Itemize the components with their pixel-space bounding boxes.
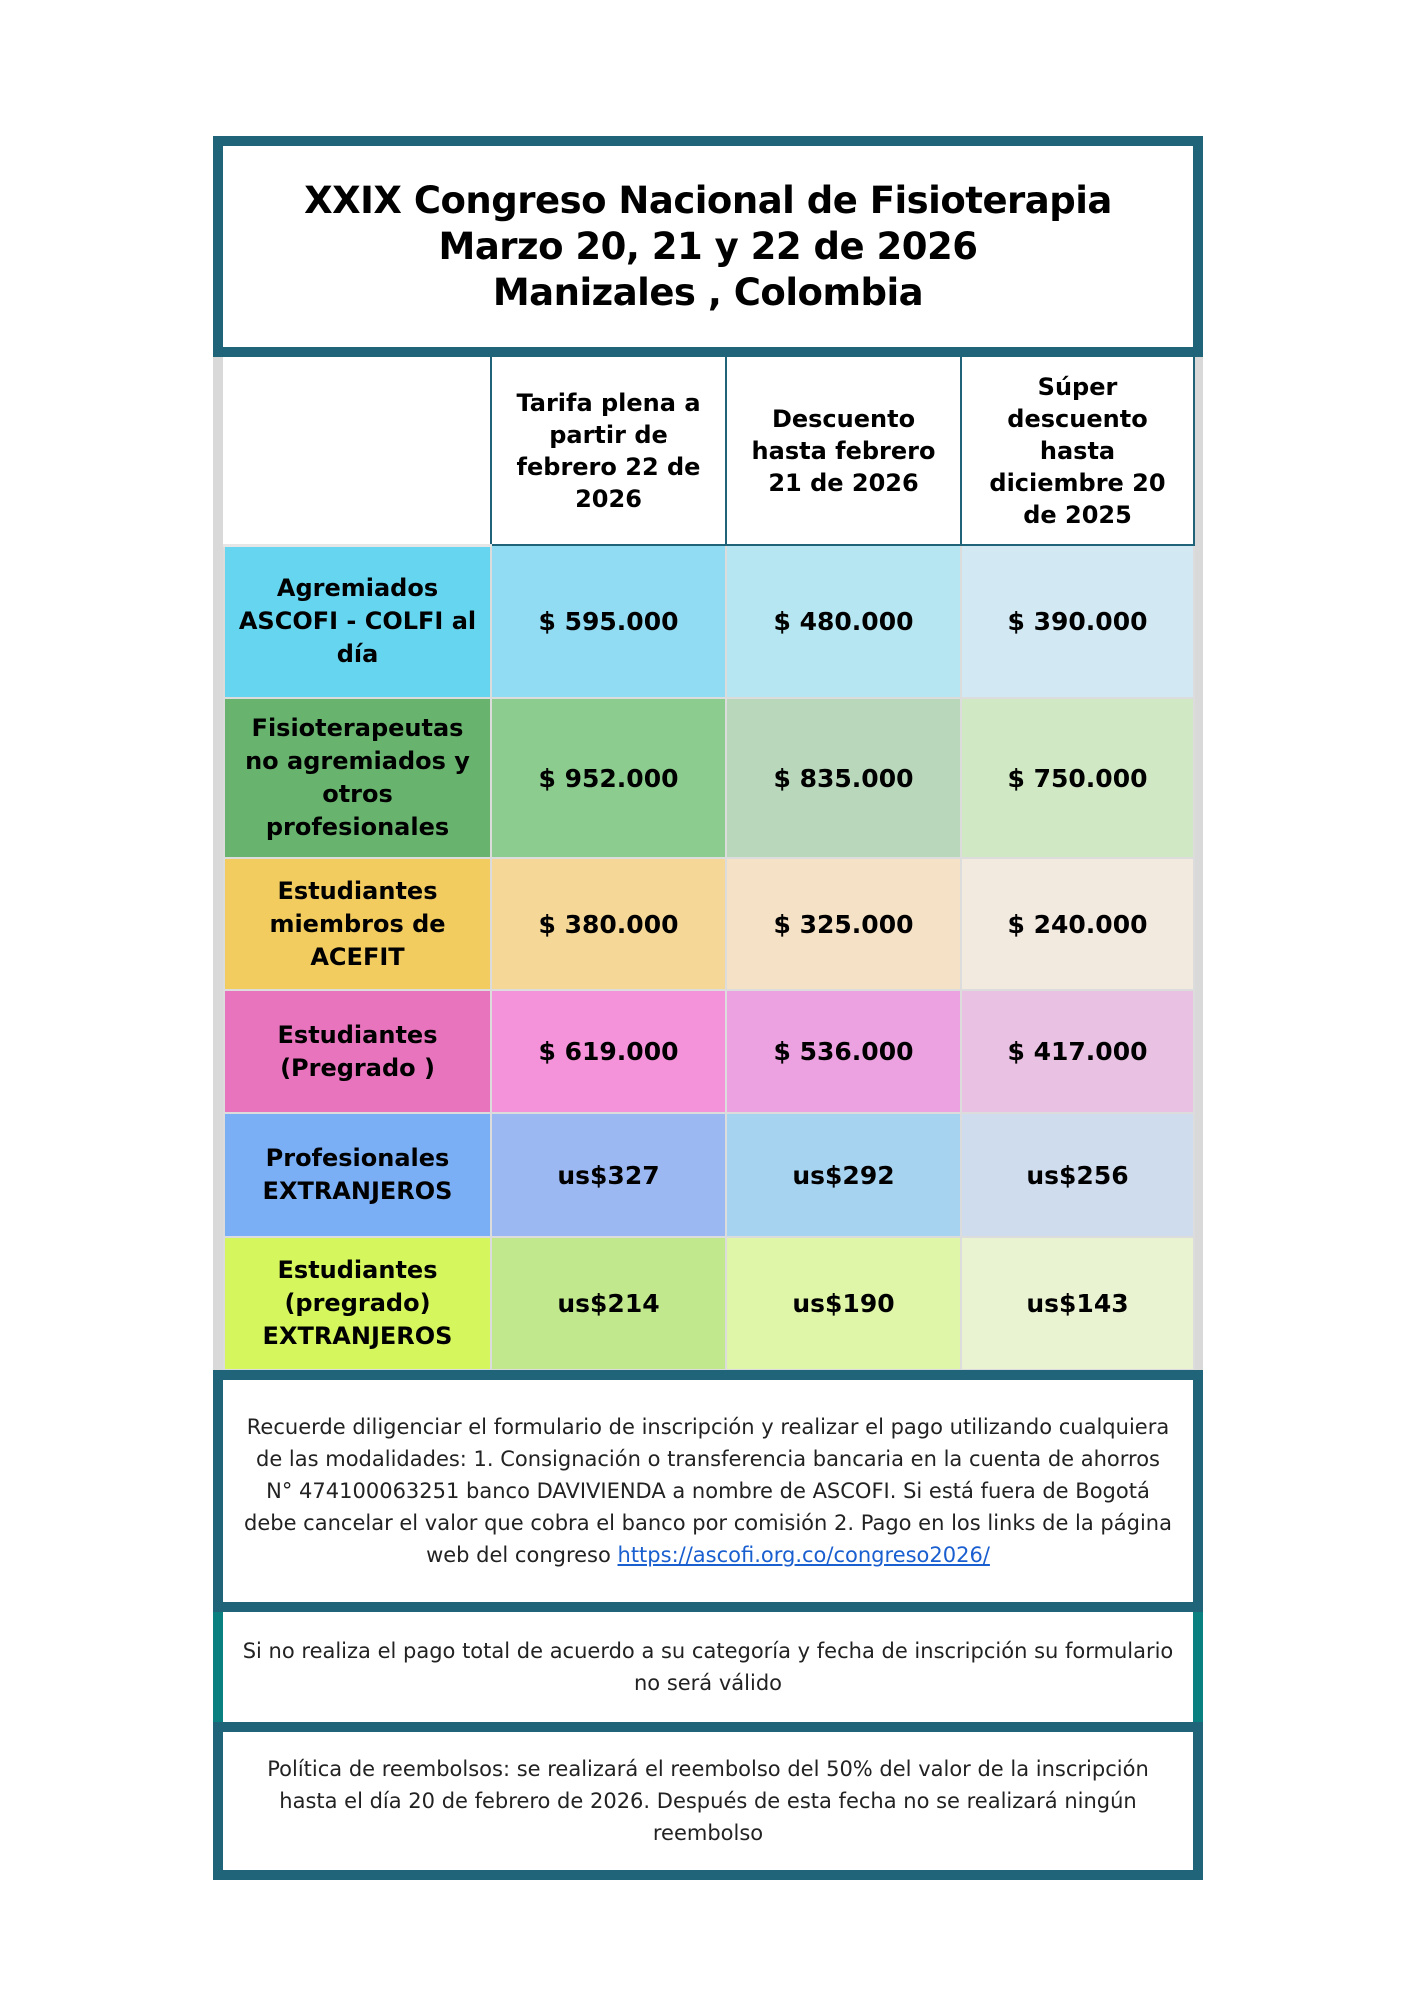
price-cell: $ 417.000 xyxy=(961,990,1194,1113)
event-dates: Marzo 20, 21 y 22 de 2026 xyxy=(438,224,978,268)
price-cell: us$190 xyxy=(726,1237,961,1370)
category-cell: Agremiados ASCOFI - COLFI al día xyxy=(224,545,491,698)
table-row xyxy=(224,990,1194,1113)
column-header-discount: Descuento hasta febrero 21 de 2026 xyxy=(726,357,961,545)
refund-policy: Política de reembolsos: se realizará el reembolso del 50% del valor de la inscripción hasta el día 20 de febrero de 2026. Después de esta fecha no se realizará ningún reembolso xyxy=(267,1757,1149,1845)
event-title: XXIX Congreso Nacional de Fisioterapia xyxy=(304,178,1112,222)
refund-policy-box xyxy=(213,1722,1203,1880)
category-cell: Estudiantes (pregrado) EXTRANJEROS xyxy=(224,1237,491,1370)
price-cell: us$143 xyxy=(961,1237,1194,1370)
category-cell: Estudiantes (Pregrado ) xyxy=(224,990,491,1113)
table-header-row xyxy=(224,357,1194,545)
table-row xyxy=(224,545,1194,698)
payment-text: Recuerde diligenciar el formulario de inscripción y realizar el pago utilizando cualquiera de las modalidades: 1. Consignación o transferencia bancaria en la cuenta de ahorros N° 474100063251 banco DAVIVIENDA a nombre de ASCOFI. Si está fuera de Bogotá debe cancelar el valor que cobra el banco por comisión 2. Pago en los links de la página web del congreso xyxy=(244,1415,1172,1567)
table-row xyxy=(224,1113,1194,1237)
price-cell: $ 536.000 xyxy=(726,990,961,1113)
price-cell: $ 595.000 xyxy=(491,545,726,698)
price-cell: $ 835.000 xyxy=(726,698,961,858)
table-row xyxy=(224,698,1194,858)
header-corner xyxy=(224,357,491,545)
table-row xyxy=(224,1237,1194,1370)
price-cell: $ 380.000 xyxy=(491,858,726,990)
price-cell: $ 390.000 xyxy=(961,545,1194,698)
payment-instructions-box xyxy=(213,1370,1203,1612)
price-cell: us$327 xyxy=(491,1113,726,1237)
validity-notice-box xyxy=(213,1612,1203,1722)
category-cell: Profesionales EXTRANJEROS xyxy=(224,1113,491,1237)
price-cell: us$292 xyxy=(726,1113,961,1237)
title-box xyxy=(213,136,1203,357)
price-cell: us$256 xyxy=(961,1113,1194,1237)
column-header-super-discount: Súper descuento hasta diciembre 20 de 2025 xyxy=(961,357,1194,545)
event-location: Manizales , Colombia xyxy=(492,270,924,314)
table-row xyxy=(224,858,1194,990)
rates-table xyxy=(223,357,1195,1371)
category-cell: Fisioterapeutas no agremiados y otros profesionales xyxy=(224,698,491,858)
price-cell: $ 952.000 xyxy=(491,698,726,858)
validity-notice: Si no realiza el pago total de acuerdo a su categoría y fecha de inscripción su formulario no será válido xyxy=(242,1639,1174,1695)
column-header-full-rate: Tarifa plena a partir de febrero 22 de 2026 xyxy=(491,357,726,545)
price-cell: $ 480.000 xyxy=(726,545,961,698)
price-cell: $ 750.000 xyxy=(961,698,1194,858)
rates-table-container xyxy=(213,357,1203,1370)
price-cell: $ 325.000 xyxy=(726,858,961,990)
price-cell: us$214 xyxy=(491,1237,726,1370)
payment-instructions xyxy=(241,1411,1175,1571)
category-cell: Estudiantes miembros de ACEFIT xyxy=(224,858,491,990)
price-cell: $ 240.000 xyxy=(961,858,1194,990)
price-cell: $ 619.000 xyxy=(491,990,726,1113)
congress-website-link[interactable]: https://ascofi.org.co/congreso2026/ xyxy=(617,1543,990,1567)
